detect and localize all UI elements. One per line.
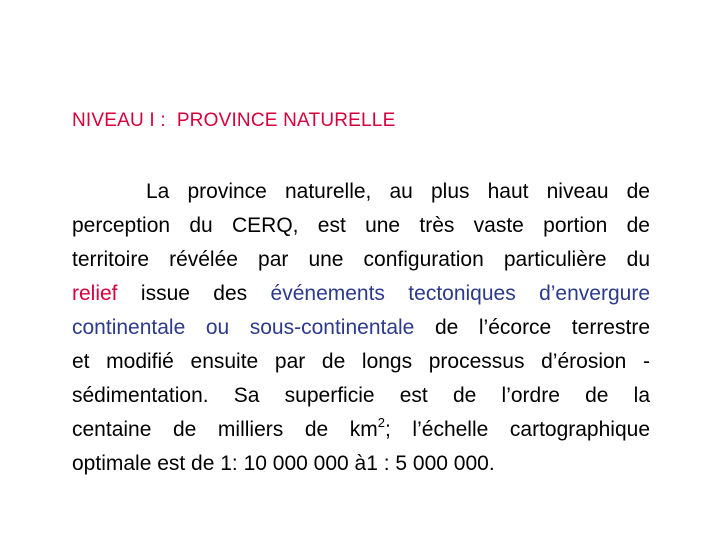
paragraph-line-5 xyxy=(72,311,650,345)
body-paragraph xyxy=(72,175,650,481)
paragraph-line-8 xyxy=(72,413,650,447)
paragraph-line-5-rest: de l’écorce terrestre xyxy=(414,316,650,339)
paragraph-line-1: La province naturelle, au plus haut niveau de xyxy=(146,180,650,203)
paragraph-line-2: perception du CERQ, est une très vaste portion de xyxy=(72,214,650,237)
paragraph-line-6: et modifié ensuite par de longs processus d’érosion - xyxy=(72,350,650,373)
term-relief: relief xyxy=(72,282,118,305)
superscript-two: 2 xyxy=(377,415,386,430)
paragraph-line-7: sédimentation. Sa superficie est de l’ordre de la xyxy=(72,384,650,407)
paragraph-line-3: territoire révélée par une configuration particulière du xyxy=(72,248,650,271)
term-tectonic-events: événements tectoniques d’envergure xyxy=(270,282,650,305)
paragraph-line-8-a: centaine de milliers de km xyxy=(72,418,378,441)
paragraph-line-4-mid: issue des xyxy=(117,282,271,305)
paragraph-line-9: optimale est de 1: 10 000 000 à1 : 5 000 000. xyxy=(72,452,495,475)
paragraph-line-4 xyxy=(72,277,650,311)
section-heading: NIVEAU I : PROVINCE NATURELLE xyxy=(72,110,396,131)
paragraph-line-8-b: ; l’échelle cartographique xyxy=(385,418,650,441)
term-continental-scale: continentale ou sous-continentale xyxy=(72,316,415,339)
